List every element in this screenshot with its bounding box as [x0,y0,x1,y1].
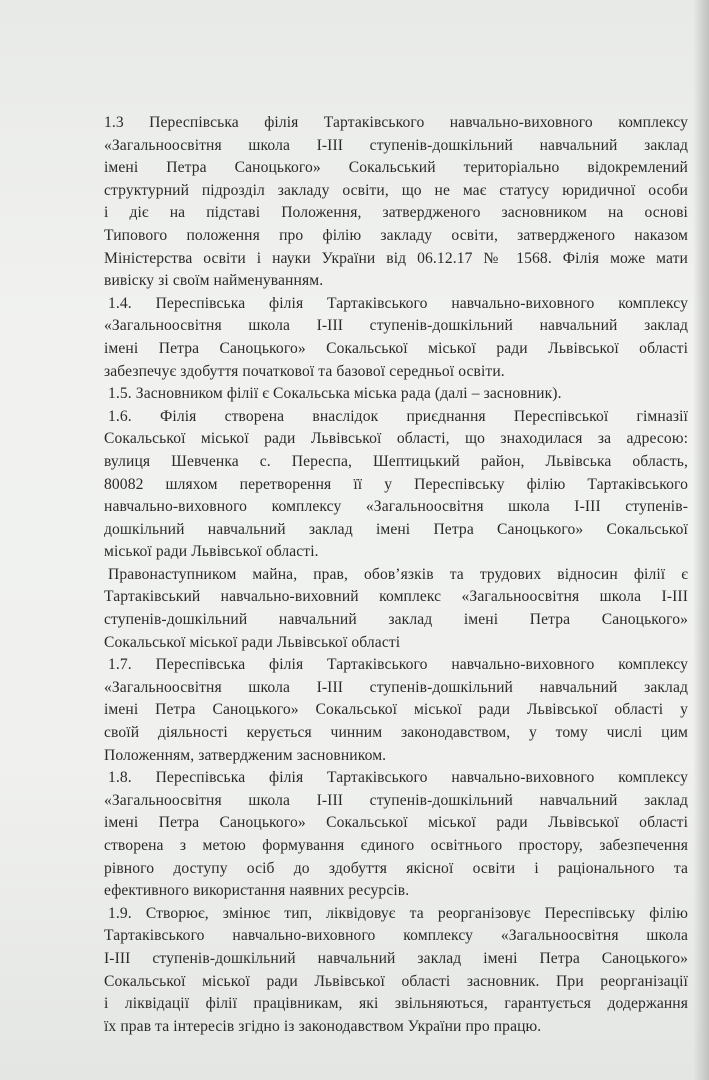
text-line: 80082 шляхом перетворення її у Переспівську філію Тартаківського [104,475,688,493]
text-line: навчально-виховного комплексу «Загальноосвітня школа І-ІІІ ступенів- [104,498,688,516]
text-line: І-ІІІ ступенів-дошкільний навчальний заклад імені Петра Саноцького» [104,949,688,967]
text-line: ступенів-дошкільний навчальний заклад імені Петра Саноцького» [104,611,688,629]
text-line: імені Петра Саноцького» Сокальський територіально відокремлений [104,159,688,177]
text-line: Сокальської міської ради Львівської області засновник. При реорганізації [104,972,688,990]
text-line: 1.4. Переспівська філія Тартаківського навчально-виховного комплексу [108,294,688,312]
text-line: Тартаківський навчально-виховний комплекс «Загальноосвітня школа І-ІІІ [104,588,688,606]
text-line: їх прав та інтересів згідно із законодавством України про працю. [104,1017,542,1035]
text-line: ефективного використання наявних ресурсів. [104,882,410,900]
text-line: вулиця Шевченка с. Переспа, Шептицький район, Львівська область, [104,452,688,470]
text-line: Міністерства освіти і науки України від 06.12.17 № 1568. Філія може мати [104,249,688,267]
document-body [104,112,688,1038]
text-line: структурний підрозділ закладу освіти, що не має статусу юридичної особи [104,181,688,199]
text-line: міської ради Львівської області. [104,543,319,561]
text-line: Сокальської міської ради Львівської області [104,633,401,651]
text-line: «Загальноосвітня школа І-ІІІ ступенів-дошкільний навчальний заклад [104,678,688,696]
text-line: і ліквідації філії працівникам, які звільняються, гарантується додержання [104,995,688,1013]
text-line: 1.8. Переспівська філія Тартаківського навчально-виховного комплексу [108,769,688,787]
text-line: дошкільний навчальний заклад імені Петра Саноцького» Сокальської [104,520,688,538]
page-edge [693,0,709,1080]
text-line: 1.6. Філія створена внаслідок приєднання Переспівської гімназії [108,407,688,425]
text-line: Тартаківського навчально-виховного комплексу «Загальноосвітня школа [104,927,688,945]
text-line: імені Петра Саноцького» Сокальської міської ради Львівської області у [104,701,688,719]
text-line: Правонаступником майна, прав, обов’язків та трудових відносин філії є [108,565,688,583]
text-line: імені Петра Саноцького» Сокальської міської ради Львівської області [104,339,688,357]
text-line: 1.9. Створює, змінює тип, ліквідовує та реорганізовує Переспівську філію [108,904,688,922]
text-line: Сокальської міської ради Львівської області, що знаходилася за адресою: [104,430,688,448]
text-line: Типового положення про філію закладу освіти, затвердженого наказом [104,226,688,244]
text-line: імені Петра Саноцького» Сокальської міської ради Львівської області [104,814,688,832]
text-line: «Загальноосвітня школа І-ІІІ ступенів-дошкільний навчальний заклад [104,791,688,809]
text-line: Положенням, затвердженим засновником. [104,746,387,764]
text-line: рівного доступу осіб до здобуття якісної освіти і раціонального та [104,859,688,877]
text-line: 1.7. Переспівська філія Тартаківського навчально-виховного комплексу [108,656,688,674]
text-line: і діє на підставі Положення, затвердженого засновником на основі [104,204,688,222]
text-line: «Загальноосвітня школа І-ІІІ ступенів-дошкільний навчальний заклад [104,317,688,335]
text-line: створена з метою формування єдиного освітнього простору, забезпечення [104,837,688,854]
text-line: своїй діяльності керується чинним законодавством, у тому числі цим [104,724,688,742]
text-line: 1.5. Засновником філії є Сокальська міська рада (далі – засновник). [108,385,562,403]
text-line: вивіску зі своїм найменуванням. [104,272,324,290]
text-line: забезпечує здобуття початкової та базової середньої освіти. [104,362,505,380]
text-line: «Загальноосвітня школа І-ІІІ ступенів-дошкільний навчальний заклад [104,136,688,154]
text-line: 1.3 Переспівська філія Тартаківського навчально-виховного комплексу [104,114,688,131]
